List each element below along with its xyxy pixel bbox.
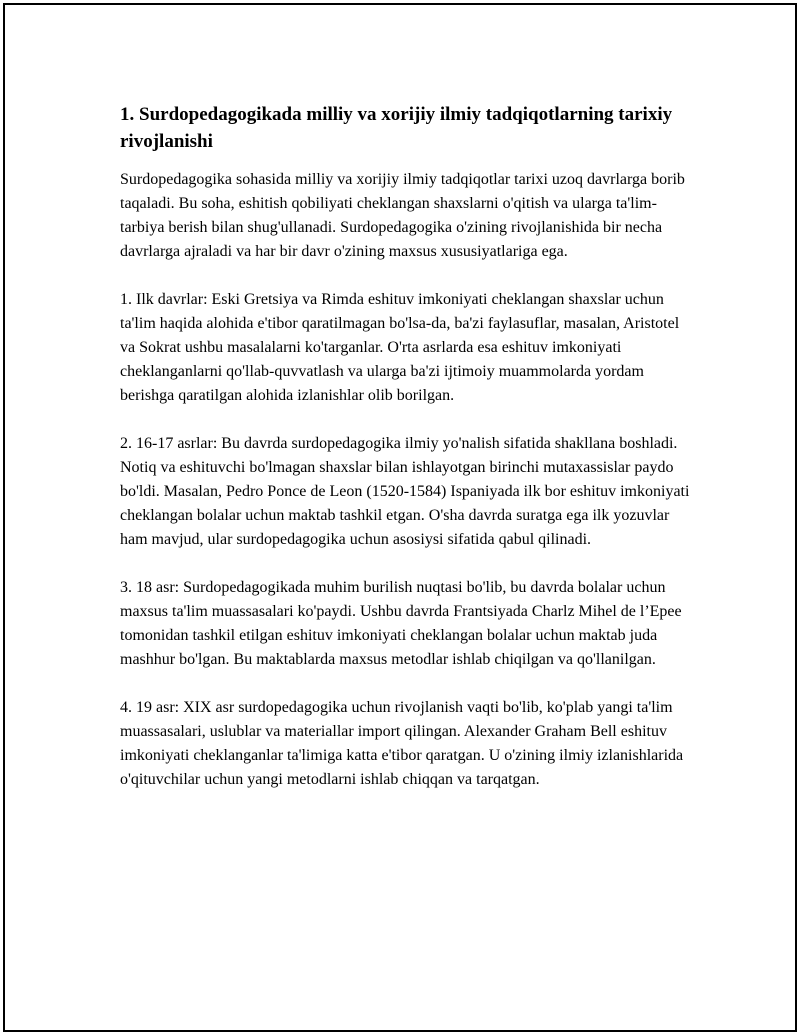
paragraph-16-17-centuries: 2. 16-17 asrlar: Bu davrda surdopedagogika ilmiy yo'nalish sifatida shakllana boshladi. Notiq va eshituvchi bo'lmagan shaxslar bilan ishlayotgan birinchi mutaxassislar paydo bo'ldi. Masalan, Pedro Ponce de Leon (1520-1584) Ispaniyada ilk bor eshituv imkoniyati cheklangan bolalar uchun maktab tashkil etgan. O'sha davrda suratga ega ilk yozuvlar ham mavjud, ular surdopedagogika uchun asosiysi sifatida qabul qilinadi. bbox=[120, 435, 690, 548]
paragraph-18-century: 3. 18 asr: Surdopedagogikada muhim burilish nuqtasi bo'lib, bu davrda bolalar uchun maxsus ta'lim muassasalari ko'paydi. Ushbu davrda Frantsiyada Charlz Mihel de l’Epee tomonidan tashkil etilgan eshituv imkoniyati cheklangan bolalar uchun maktab juda mashhur bo'lgan. Bu maktablarda maxsus metodlar ishlab chiqilgan va qo'llanilgan. bbox=[120, 579, 682, 668]
intro-paragraph: Surdopedagogika sohasida milliy va xorijiy ilmiy tadqiqotlar tarixi uzoq davrlarga borib taqaladi. Bu soha, eshitish qobiliyati cheklangan shaxslarni o'qitish va ularga ta'lim-tarbiya berish bilan shug'ullanadi. Surdopedagogika o'zining rivojlanishida bir necha davrlarga ajraladi va har bir davr o'zining maxsus xususiyatlariga ega. bbox=[120, 171, 685, 260]
paragraph-early-periods: 1. Ilk davrlar: Eski Gretsiya va Rimda eshituv imkoniyati cheklangan shaxslar uchun ta'lim haqida alohida e'tibor qaratilmagan bo'lsa-da, ba'zi faylasuflar, masalan, Aristotel va Sokrat ushbu masalalarni ko'targanlar. O'rta asrlarda esa eshituv imkoniyati cheklanganlarni qo'llab-quvvatlash va ularga ba'zi ijtimoiy muammolarda yordam berishga qaratilgan alohida izlanishlar olib borilgan. bbox=[120, 291, 680, 404]
paragraph-19-century: 4. 19 asr: XIX asr surdopedagogika uchun rivojlanish vaqti bo'lib, ko'plab yangi ta'lim muassasalari, uslublar va materiallar import qilingan. Alexander Graham Bell eshituv imkoniyati cheklanganlar ta'limiga katta e'tibor qaratgan. U o'zining ilmiy izlanishlarida o'qituvchilar uchun yangi metodlarni ishlab chiqqan va tarqatgan. bbox=[120, 699, 684, 788]
page-frame bbox=[3, 3, 797, 1032]
document-title: 1. Surdopedagogikada milliy va xorijiy ilmiy tadqiqotlarning tarixiy rivojlanishi bbox=[120, 104, 673, 152]
document-body bbox=[120, 101, 695, 816]
